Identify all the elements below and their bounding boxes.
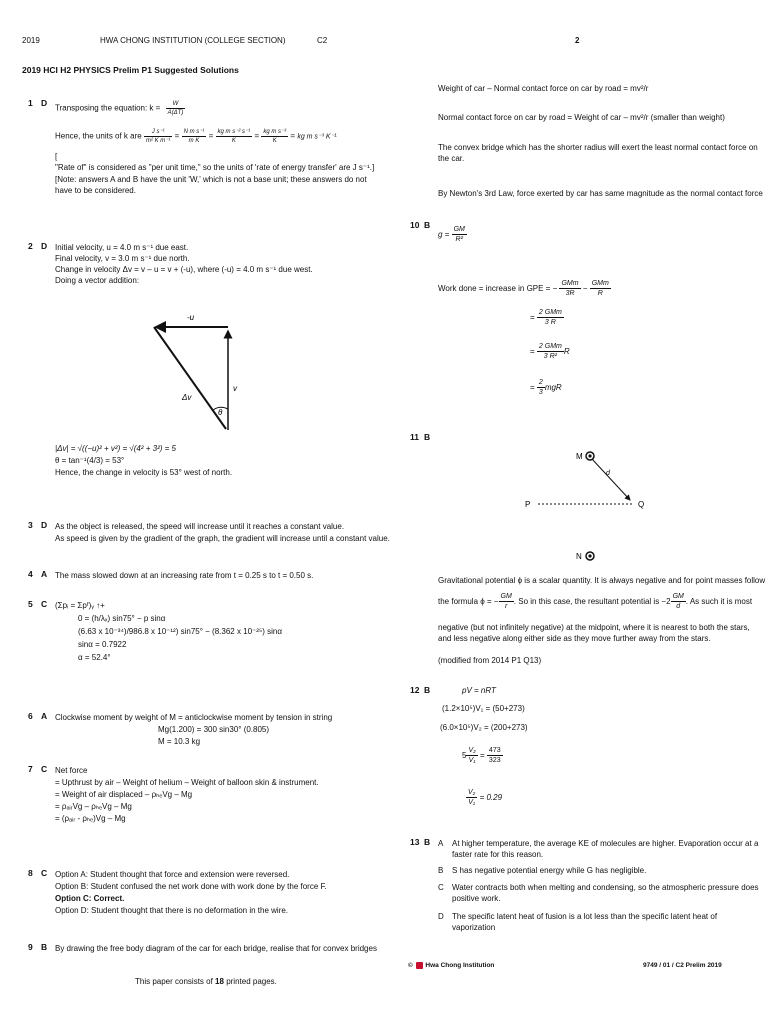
label-minus-u: -u — [187, 313, 195, 322]
q7-line2: = Upthrust by air – Weight of helium – Weight of balloon skin & instrument. — [55, 778, 319, 787]
star-N-core — [588, 554, 591, 557]
q7-answer: C — [41, 764, 48, 774]
q2-line5: |Δv| = √((−u)² + v²) = √(4² + 3²) = 5 — [55, 444, 176, 453]
distance-arrow — [592, 459, 630, 500]
q10-work-done: Work done = increase in GPE = − $\frac{\text{GMm}}{3R}$ − $\frac{\text{GMm}}{R}$ — [438, 280, 609, 298]
q1-line3: [ — [55, 152, 58, 161]
q2-line7: Hence, the change in velocity is 53° west of north. — [55, 468, 233, 477]
q8-answer: C — [41, 868, 48, 878]
footer-code: 9749 / 01 / C2 Prelim 2019 — [643, 962, 722, 969]
q12-line5: $\frac{\text{V₂}}{\text{V₁}}$ = 0.29 — [468, 789, 503, 807]
q12-answer: B — [424, 685, 431, 695]
page-count: This paper consists of 18 printed pages. — [135, 977, 277, 986]
q1-line1: Transposing the equation: k = $\frac{W}{A(\Delta T)}$ — [55, 101, 184, 117]
q6-line1: Clockwise moment by weight of M = anticlockwise moment by tension in string — [55, 713, 333, 722]
q11-number: 11 — [410, 432, 419, 442]
q6-line3: M = 10.3 kg — [158, 737, 201, 746]
q2-line3: Change in velocity Δv = v – u = v + (-u), where (-u) = 4.0 m s⁻¹ due west. — [55, 265, 313, 274]
q2-answer: D — [41, 241, 48, 251]
q6-number: 6 — [28, 711, 33, 721]
label-v: v — [233, 384, 237, 393]
q4-line1: The mass slowed down at an increasing rate from t = 0.25 s to t = 0.50 s. — [55, 571, 314, 580]
q8-line4: Option D: Student thought that there is no deformation in the wire. — [55, 906, 289, 915]
q11-line2: the formula ϕ = − $\frac{GM}{r}$ . So in this case, the resultant potential is −2 $\frac{GM}{d}$ . As such it is most — [438, 593, 753, 611]
q9-right-line1: Weight of car – Normal contact force on car by road = mv²/r — [438, 84, 649, 93]
q10-step2: = $\frac{\text{2 GMm}}{3 R}$ — [530, 309, 562, 327]
q6-line2: Mg(1.200) = 300 sin30° (0.805) — [158, 725, 270, 734]
page-title: 2019 HCI H2 PHYSICS Prelim P1 Suggested Solutions — [22, 65, 239, 75]
q2-line1: Initial velocity, u = 4.0 m s⁻¹ due east. — [55, 243, 189, 252]
q5-line4: sinα = 0.7922 — [78, 640, 127, 649]
q8-number: 8 — [28, 868, 33, 878]
q11-answer: B — [424, 432, 431, 442]
q2-line2: Final velocity, v = 3.0 m s⁻¹ due north. — [55, 254, 190, 263]
q9-right-line4: By Newton's 3rd Law, force exerted by car has same magnitude as the normal contact force — [438, 189, 763, 198]
q1-answer: D — [41, 98, 48, 108]
q12-number: 12 — [410, 685, 420, 695]
q8-line3: Option C: Correct. — [55, 894, 125, 903]
q13-label-c: C — [438, 883, 444, 892]
q12-line4: 5 $\frac{\text{V₂}}{\text{V₁}}$ = $\frac{473}{323}$ — [462, 747, 501, 765]
q2-line6: θ = tan⁻¹(4/3) = 53° — [55, 456, 125, 465]
q11-line1: Gravitational potential ϕ is a scalar quantity. It is always negative and for point masses follow — [438, 576, 766, 585]
header-institution: HWA CHONG INSTITUTION (COLLEGE SECTION) — [100, 36, 286, 45]
q12-line3: (6.0×10⁵)V₂ = (200+273) — [440, 723, 528, 732]
q10-g-eq: g = $\frac{GM}{\text{R²}}$ — [438, 226, 465, 244]
q10-step4: = $\frac{2}{3}$ mgR — [530, 379, 562, 397]
q13-label-d: D — [438, 912, 444, 921]
q1-line2: Hence, the units of k are $\frac{\text{J s⁻¹}}{\text{m² K m⁻¹}}$ = $\frac{\text{N m s⁻¹}}{\text{m K}}$ = $\frac{\text{kg m s⁻² s⁻¹}}{K}$ = $\frac{\text{kg m s⁻³}}{K}$ = kg m s⁻³ K⁻¹ — [55, 129, 337, 145]
q3-number: 3 — [28, 520, 33, 530]
q6-answer: A — [41, 711, 48, 721]
q10-answer: B — [424, 220, 431, 230]
q1-line5: [Note: answers A and B have the unit 'W,' which is not a base unit; these answers do not have to be considered. — [55, 175, 367, 195]
q11-line3: negative (but not infinitely negative) at the midpoint, where it is nearest to both the stars, and less negative along either side as they move further away from the stars. — [438, 623, 750, 643]
label-P: P — [525, 500, 531, 509]
q13-text-c: Water contracts both when melting and condensing, so the atmospheric pressure does positive work. — [452, 883, 759, 903]
q3-answer: D — [41, 520, 48, 530]
q12-line2: (1.2×10⁵)V₁ = (50+273) — [442, 704, 525, 713]
q9-number: 9 — [28, 942, 33, 952]
footer-brand: © Hwa Chong Institution — [408, 962, 495, 970]
q7-line3: = Weight of air displaced – ρₕₑVg – Mg — [55, 790, 193, 799]
q13-text-b: S has negative potential energy while G has negligible. — [452, 866, 647, 875]
label-N: N — [576, 552, 582, 561]
q1-line4: "Rate of" is considered as "per unit time," so the units of 'rate of energy transfer' are J s⁻¹.] — [55, 163, 375, 172]
q13-number: 13 — [410, 837, 420, 847]
q2-number: 2 — [28, 241, 33, 251]
q5-answer: C — [41, 599, 48, 609]
q2-line4: Doing a vector addition: — [55, 276, 140, 285]
label-d: d — [606, 470, 610, 477]
header-year: 2019 — [22, 36, 40, 45]
q12-line1: pV = nRT — [462, 686, 496, 695]
q11-line4: (modified from 2014 P1 Q13) — [438, 656, 542, 665]
q13-answer: B — [424, 837, 431, 847]
q7-line4: = ρₐᵢᵣVg – ρₕₑVg – Mg — [55, 802, 132, 811]
q10-number: 10 — [410, 220, 420, 230]
q13-text-d: The specific latent heat of fusion is a lot less than the specific latent heat of vaporization — [452, 912, 718, 932]
label-M: M — [576, 452, 583, 461]
q8-line2: Option B: Student confused the net work done with work done by the force F. — [55, 882, 327, 891]
q5-line1: (Σpᵢ = Σpᶠ)ᵧ ↑+ — [55, 601, 105, 610]
q7-line5: = (ρₐᵢᵣ - ρₕₑ)Vg – Mg — [55, 814, 126, 823]
q3-line2: As speed is given by the gradient of the graph, the gradient will increase until a constant value. — [55, 534, 390, 543]
q7-number: 7 — [28, 764, 33, 774]
q1-number: 1 — [28, 98, 33, 108]
q9-line1: By drawing the free body diagram of the car for each bridge, realise that for convex bridges — [55, 944, 377, 953]
label-Q: Q — [638, 500, 645, 509]
vector-diagram — [140, 305, 260, 435]
q13-label-b: B — [438, 866, 444, 875]
q5-line2: 0 = (h/λₓ) sin75° − p sinα — [78, 614, 166, 623]
q4-number: 4 — [28, 569, 33, 579]
page-number: 2 — [575, 36, 580, 45]
stars-diagram — [520, 445, 660, 565]
hci-logo-icon — [416, 962, 423, 969]
q10-step3: = $\frac{\text{2 GMm}}{\text{3 R²}}$ R — [530, 343, 570, 361]
q13-label-a: A — [438, 839, 444, 848]
vector-delta-v — [154, 327, 226, 429]
q7-line1: Net force — [55, 766, 88, 775]
q13-text-a: At higher temperature, the average KE of molecules are higher. Evaporation occur at a faster rate for this reason. — [452, 839, 759, 859]
label-delta-v: Δv — [182, 393, 192, 402]
q3-line1: As the object is released, the speed will increase until it reaches a constant value. — [55, 522, 345, 531]
star-M-core — [588, 454, 591, 457]
q4-answer: A — [41, 569, 48, 579]
q9-answer: B — [41, 942, 48, 952]
label-theta: θ — [218, 408, 223, 417]
q5-line5: α = 52.4° — [78, 653, 111, 662]
q9-right-line2: Normal contact force on car by road = Weight of car – mv²/r (smaller than weight) — [438, 113, 725, 122]
q9-right-line3: The convex bridge which has the shorter radius will exert the least normal contact force on the car. — [438, 143, 758, 163]
q8-line1: Option A: Student thought that force and extension were reversed. — [55, 870, 290, 879]
q5-line3: (6.63 x 10⁻³⁴)/986.8 x 10⁻¹²) sin75° − (8.362 x 10⁻²⁵) sinα — [78, 627, 282, 636]
q5-number: 5 — [28, 599, 33, 609]
header-class: C2 — [317, 36, 328, 45]
